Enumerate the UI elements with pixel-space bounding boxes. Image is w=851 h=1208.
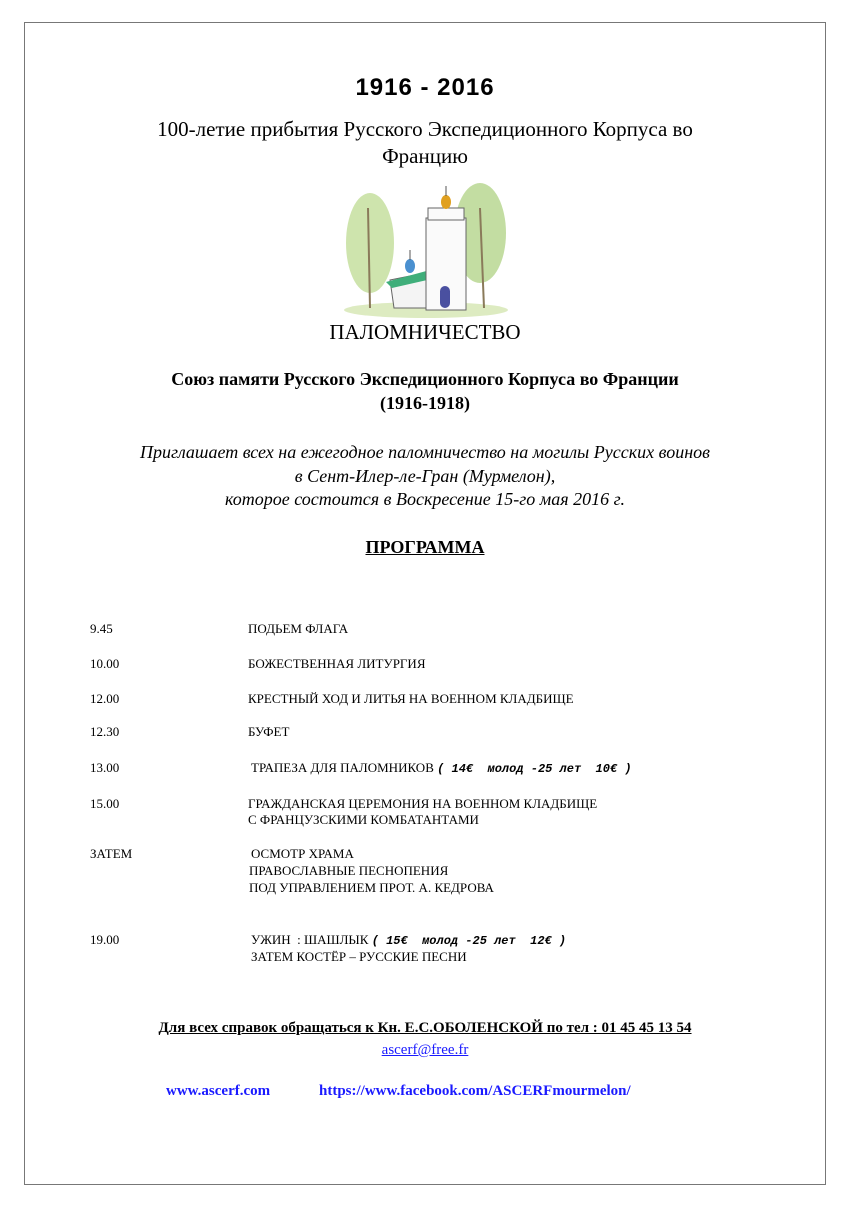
subtitle-line2: Францию bbox=[382, 144, 468, 168]
church-illustration bbox=[340, 168, 512, 320]
program-price: ( 14€ молод -25 лет 10€ ) bbox=[437, 762, 632, 776]
invitation-line1: Приглашает всех на ежегодное паломничество на могилы Русских воинов bbox=[140, 442, 710, 462]
invitation-line2: в Сент-Илер-ле-Гран (Мурмелон), bbox=[294, 466, 556, 486]
program-item: С ФРАНЦУЗСКИМИ КОМБАТАНТАМИ bbox=[248, 812, 479, 827]
program-time: 9.45 bbox=[90, 621, 113, 636]
contact-info: Для всех справок обращаться к Кн. Е.С.ОБОЛЕНСКОЙ по тел : 01 45 45 13 54 bbox=[158, 1020, 692, 1036]
program-heading: ПРОГРАММА bbox=[365, 537, 485, 557]
program-item: ОСМОТР ХРАМА bbox=[251, 846, 354, 861]
subtitle-line1: 100-летие прибытия Русского Экспедиционного Корпуса во bbox=[157, 117, 693, 141]
program-item: КРЕСТНЫЙ ХОД И ЛИТЬЯ НА ВОЕННОМ КЛАДБИЩЕ bbox=[248, 691, 574, 706]
years-title: 1916 - 2016 bbox=[355, 74, 495, 101]
pilgrimage-heading: ПАЛОМНИЧЕСТВО bbox=[329, 320, 521, 344]
program-time: 10.00 bbox=[90, 656, 120, 671]
email-link[interactable]: ascerf@free.fr bbox=[381, 1042, 469, 1058]
program-time: 13.00 bbox=[90, 760, 120, 775]
program-item: ТРАПЕЗА ДЛЯ ПАЛОМНИКОВ bbox=[251, 760, 434, 775]
invitation-line3: которое состоится в Воскресение 15-го мая 2016 г. bbox=[225, 489, 625, 509]
program-item: ГРАЖДАНСКАЯ ЦЕРЕМОНИЯ НА ВОЕННОМ КЛАДБИЩЕ bbox=[248, 796, 598, 811]
organization-line2: (1916-1918) bbox=[380, 393, 470, 413]
website-link[interactable]: www.ascerf.com bbox=[166, 1083, 271, 1099]
program-item: БУФЕТ bbox=[248, 724, 290, 739]
program-item: ПОД УПРАВЛЕНИЕМ ПРОТ. А. КЕДРОВА bbox=[249, 880, 494, 895]
program-time: ЗАТЕМ bbox=[90, 846, 133, 861]
program-time: 12.00 bbox=[90, 691, 120, 706]
program-item: УЖИН : ШАШЛЫК bbox=[251, 932, 369, 947]
facebook-link[interactable]: https://www.facebook.com/ASCERFmourmelon/ bbox=[319, 1083, 631, 1099]
organization-line1: Союз памяти Русского Экспедиционного Корпуса во Франции bbox=[171, 369, 679, 389]
program-time: 19.00 bbox=[90, 932, 120, 947]
program-time: 12.30 bbox=[90, 724, 120, 739]
program-item: ЗАТЕМ КОСТЁР – РУССКИЕ ПЕСНИ bbox=[251, 949, 467, 964]
program-time: 15.00 bbox=[90, 796, 120, 811]
program-item: ПОДЬЕМ ФЛАГА bbox=[248, 621, 349, 636]
program-item: БОЖЕСТВЕННАЯ ЛИТУРГИЯ bbox=[248, 656, 426, 671]
program-price: ( 15€ молод -25 лет 12€ ) bbox=[371, 934, 567, 948]
program-item: ПРАВОСЛАВНЫЕ ПЕСНОПЕНИЯ bbox=[249, 863, 449, 878]
